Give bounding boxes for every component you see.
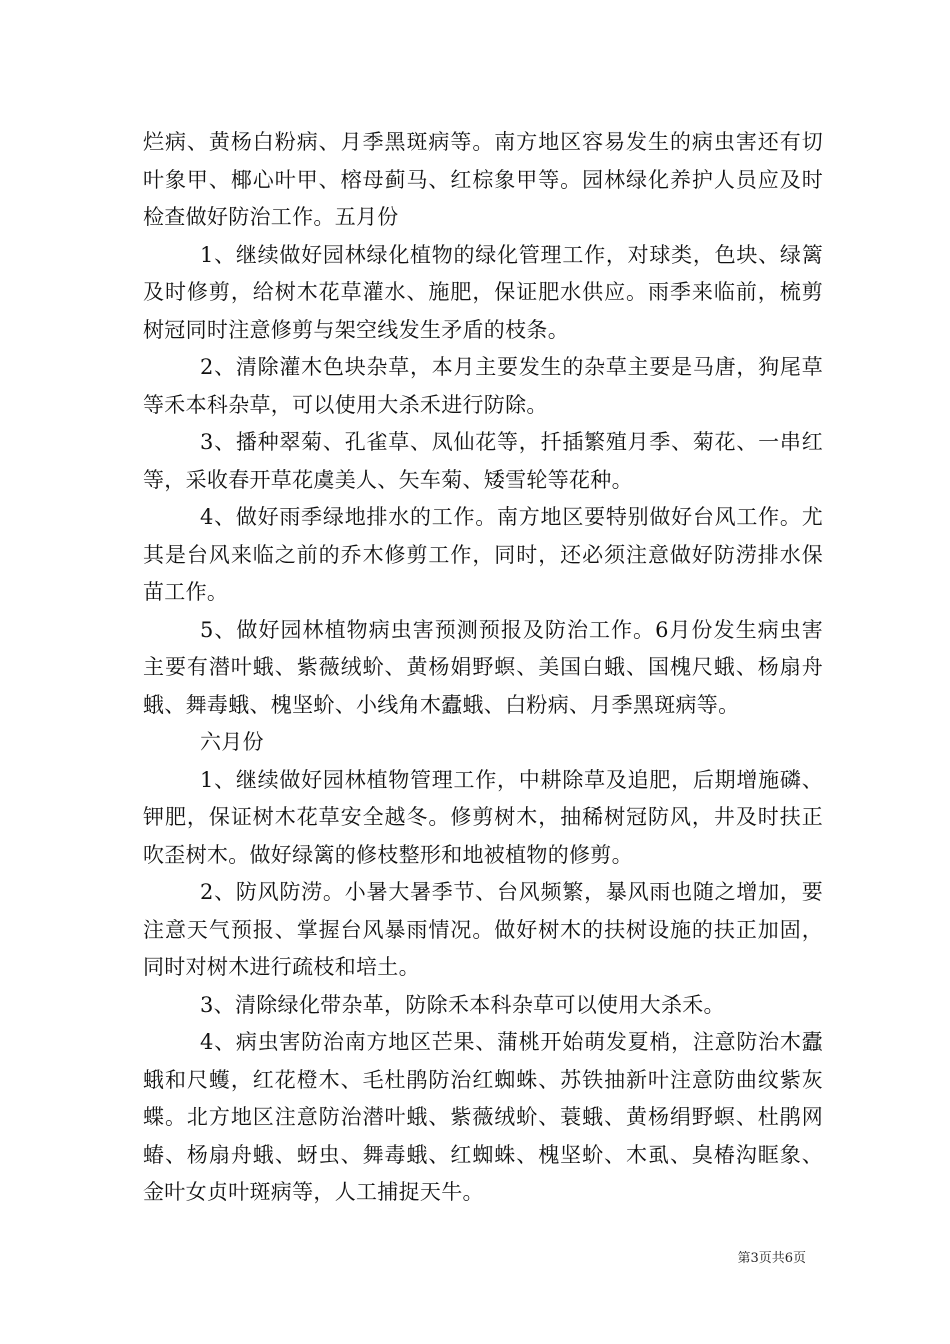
- paragraph-3: 3、播种翠菊、孔雀草、凤仙花等，扦插繁殖月季、菊花、一串红等，采收春开草花虞美人、矢车菊、矮雪轮等花种。: [143, 430, 823, 492]
- paragraph-5: 5、做好园林植物病虫害预测预报及防治工作。6月份发生病虫害主要有潜叶蛾、紫薇绒蚧、黄杨娟野螟、美国白蛾、国槐尺蛾、杨扇舟蛾、舞毒蛾、槐坚蚧、小线角木蠹蛾、白粉病、月季黑斑病等。: [143, 617, 823, 717]
- paragraph-0: 烂病、黄杨白粉病、月季黑斑病等。南方地区容易发生的病虫害还有切叶象甲、椰心叶甲、榕母蓟马、红棕象甲等。园林绿化养护人员应及时检查做好防治工作。五月份: [143, 130, 823, 229]
- paragraph-9: 3、清除绿化带杂革，防除禾本科杂草可以使用大杀禾。: [200, 992, 725, 1017]
- paragraph-4: 4、做好雨季绿地排水的工作。南方地区要特别做好台风工作。尤其是台风来临之前的乔木修剪工作，同时，还必须注意做好防涝排水保苗工作。: [143, 505, 823, 604]
- paragraph-8: 2、防风防涝。小暑大暑季节、台风频繁，暴风雨也随之增加，要注意天气预报、掌握台风暴雨情况。做好树木的扶树设施的扶正加固，同时对树木进行疏枝和培土。: [143, 880, 823, 979]
- paragraph-7: 1、继续做好园林植物管理工作，中耕除草及追肥，后期增施磷、钾肥，保证树木花草安全越冬。修剪树木，抽稀树冠防风，井及时扶正吹歪树木。做好绿篱的修枝整形和地被植物的修剪。: [143, 767, 823, 867]
- paragraph-2: 2、清除灌木色块杂草，本月主要发生的杂草主要是马唐，狗尾草等禾本科杂草，可以使用大杀禾进行防除。: [143, 355, 823, 417]
- paragraph-10: 4、病虫害防治南方地区芒果、蒲桃开始萌发夏梢，注意防治木蠹蛾和尺蠖，红花橙木、毛杜鹃防治红蜘蛛、苏铁抽新叶注意防曲纹紫灰蝶。北方地区注意防治潜叶蛾、紫薇绒蚧、蓑蛾、黄杨绢野螟、杜鹃网蝽、杨扇舟蛾、蚜虫、舞毒蛾、红蜘蛛、槐坚蚧、木虱、臭椿沟眶象、金叶女贞叶斑病等，人工捕捉天牛。: [143, 1030, 823, 1204]
- page-number-footer: 第3页共6页: [737, 1251, 806, 1266]
- document-body: [143, 124, 823, 1212]
- section-heading-june: 六月份: [200, 730, 264, 754]
- paragraph-1: 1、继续做好园林绿化植物的绿化管理工作，对球类，色块、绿篱及时修剪，给树木花草灌水、施肥，保证肥水供应。雨季来临前，梳剪树冠同时注意修剪与架空线发生矛盾的枝条。: [143, 242, 823, 342]
